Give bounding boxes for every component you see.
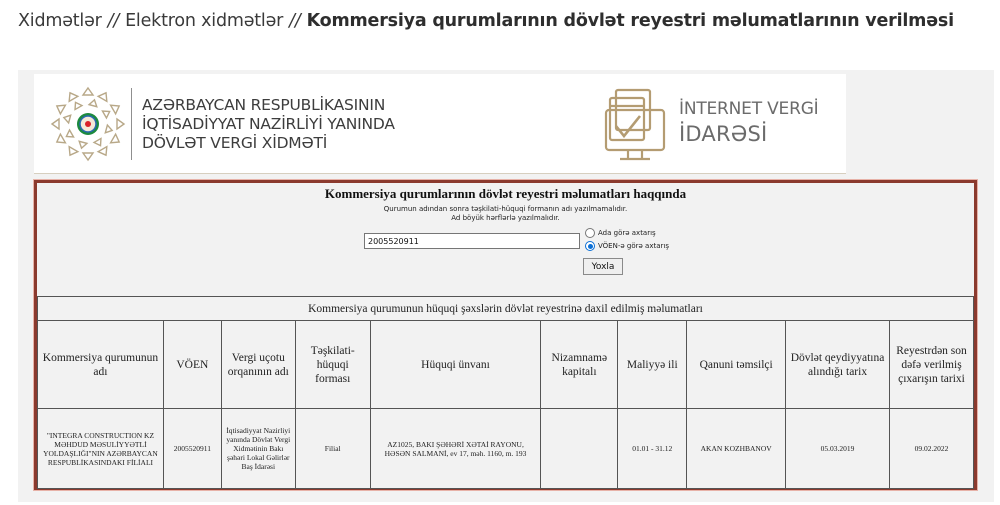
column-header-legal-address: Hüquqi ünvanı bbox=[370, 321, 541, 409]
check-button[interactable]: Yoxla bbox=[583, 258, 623, 275]
breadcrumb-separator: // bbox=[107, 11, 120, 31]
table-caption: Kommersiya qurumunun hüquqi şəxslərin dövlət reyestrinə daxil edilmiş məlumatları bbox=[38, 297, 974, 321]
service-title: İNTERNET VERGİ bbox=[679, 99, 819, 119]
column-header-last-extract-date: Reyestrdən son dəfə verilmiş çıxarışın tarixi bbox=[889, 321, 973, 409]
column-header-tax-authority: Vergi uçotu orqanının adı bbox=[221, 321, 295, 409]
column-header-voen: VÖEN bbox=[163, 321, 221, 409]
internet-tax-office-monitor-icon bbox=[604, 86, 668, 164]
radio-label-voen: VÖEN-ə görə axtarış bbox=[598, 242, 669, 250]
breadcrumb-current-page: Kommersiya qurumlarının dövlət reyestri məlumatlarının verilməsi bbox=[306, 11, 954, 31]
radio-button-name[interactable] bbox=[585, 228, 595, 238]
header-banner bbox=[34, 74, 846, 174]
banner-divider bbox=[131, 88, 132, 160]
cell-legal-form: Filial bbox=[295, 409, 370, 489]
radio-search-by-name[interactable] bbox=[585, 228, 656, 238]
column-header-fiscal-year: Maliyyə ili bbox=[618, 321, 687, 409]
breadcrumb-link-services[interactable]: Xidmətlər bbox=[18, 11, 102, 31]
breadcrumb-separator: // bbox=[289, 11, 301, 31]
search-input[interactable] bbox=[364, 233, 580, 249]
column-header-legal-form: Təşkilati-hüquqi forması bbox=[295, 321, 370, 409]
cell-legal-representative: AKAN KOZHBANOV bbox=[687, 409, 786, 489]
column-header-registration-date: Dövlət qeydiyyatına alındığı tarix bbox=[786, 321, 890, 409]
table-header-row bbox=[38, 321, 974, 409]
radio-button-voen[interactable] bbox=[585, 241, 595, 251]
column-header-charter-capital: Nizamnamə kapitalı bbox=[541, 321, 618, 409]
form-hint-uppercase: Ad böyük hərflərlə yazılmalıdır. bbox=[451, 214, 560, 222]
service-subtitle: İDARƏSİ bbox=[679, 122, 768, 146]
cell-registration-date: 05.03.2019 bbox=[786, 409, 890, 489]
radio-search-by-voen[interactable] bbox=[585, 241, 669, 251]
cell-charter-capital bbox=[541, 409, 618, 489]
cell-tax-authority: İqtisadiyyat Nazirliyi yanında Dövlət Vergi Xidmətinin Bakı şəhəri Lokal Gəlirlər Baş İdarəsi bbox=[221, 409, 295, 489]
service-panel bbox=[18, 70, 994, 502]
cell-legal-address: AZ1025, BAKI ŞƏHƏRİ XƏTAİ RAYONU, HƏSƏN SALMANİ, ev 17, məh. 1160, m. 193 bbox=[370, 409, 541, 489]
breadcrumb bbox=[18, 11, 954, 31]
registry-search-form bbox=[34, 180, 977, 490]
cell-last-extract-date: 09.02.2022 bbox=[889, 409, 973, 489]
breadcrumb-link-electronic-services[interactable]: Elektron xidmətlər bbox=[125, 11, 284, 31]
form-hint-legal-form: Qurumun adından sonra təşkilati-hüquqi formanın adı yazılmamalıdır. bbox=[383, 205, 628, 213]
column-header-legal-representative: Qanuni təmsilçi bbox=[687, 321, 786, 409]
agency-name: AZƏRBAYCAN RESPUBLİKASININ İQTİSADİYYAT NAZİRLİYİ YANINDA DÖVLƏT VERGİ XİDMƏTİ bbox=[142, 96, 395, 152]
radio-label-name: Ada görə axtarış bbox=[598, 229, 656, 237]
state-tax-service-emblem-icon bbox=[48, 84, 128, 164]
form-title: Kommersiya qurumlarının dövlət reyestri məlumatları haqqında bbox=[324, 186, 687, 201]
cell-company-name: "INTEGRA CONSTRUCTION KZ MƏHDUD MƏSULİYYƏTLİ YOLDAŞLIĞI"NIN AZƏRBAYCAN RESPUBLİKASINDAKI FİLİALI bbox=[38, 409, 164, 489]
table-row bbox=[38, 409, 974, 489]
cell-fiscal-year: 01.01 - 31.12 bbox=[618, 409, 687, 489]
cell-voen: 2005520911 bbox=[163, 409, 221, 489]
column-header-company-name: Kommersiya qurumunun adı bbox=[38, 321, 164, 409]
registry-results-table bbox=[37, 296, 974, 489]
